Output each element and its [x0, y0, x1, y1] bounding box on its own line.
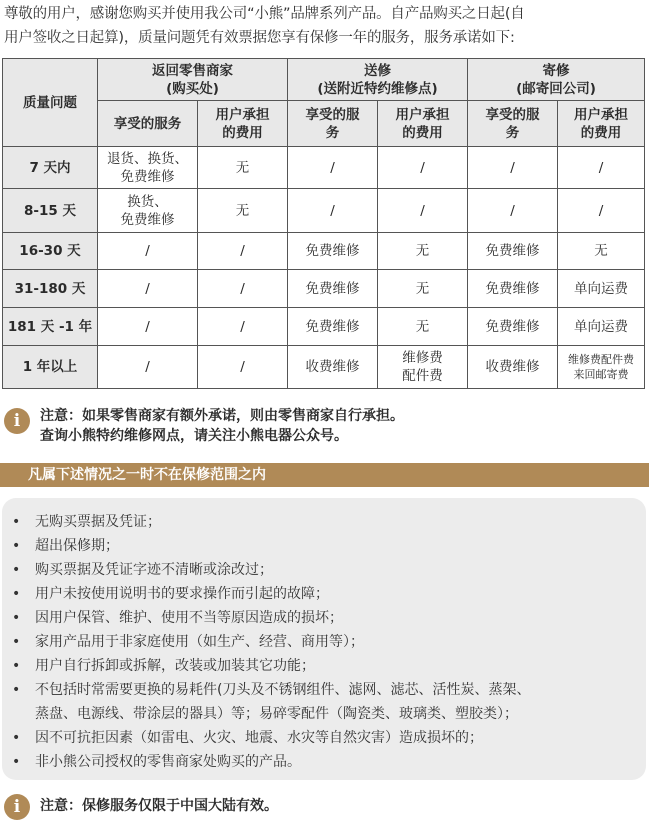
bullet-icon: •	[12, 538, 21, 554]
cell-line-1: 退货、换货、	[107, 150, 188, 167]
bullet-icon: •	[12, 610, 21, 626]
table-cell: 无	[558, 233, 645, 270]
subheader-service-3-line-1: 享受的服	[485, 106, 540, 123]
exclusion-list-box	[2, 498, 646, 780]
list-item-text: 家用产品用于非家庭使用（如生产、经营、商用等）；	[35, 634, 364, 650]
row-label: 181 天 -1 年	[3, 308, 98, 346]
table-cell: /	[98, 233, 198, 270]
table-cell: /	[288, 189, 378, 233]
table-cell: 免费维修	[288, 308, 378, 346]
list-item-text: 因用户保管、维护、使用不当等原因造成的损坏；	[35, 610, 343, 626]
row-label: 31-180 天	[3, 270, 98, 308]
table-cell: 无	[198, 147, 288, 189]
cell-line-2: 配件费	[402, 368, 443, 384]
row-label: 1 年以上	[3, 346, 98, 389]
table-cell: 无	[198, 189, 288, 233]
header-retailer-line-2: (购买处)	[166, 80, 219, 97]
header-retailer	[98, 59, 288, 101]
bullet-icon: •	[12, 730, 21, 746]
table-cell: /	[378, 189, 468, 233]
table-cell	[98, 189, 198, 233]
bullet-icon: •	[12, 586, 21, 602]
table-cell: /	[378, 147, 468, 189]
row-label: 16-30 天	[3, 233, 98, 270]
table-cell: /	[198, 346, 288, 389]
intro-line-2: 用户签收之日起算)，质量问题凭有效票据您享有保修一年的服务，服务承诺如下:	[4, 30, 515, 46]
list-item-text: 无购买票据及凭证；	[35, 514, 161, 530]
table-cell: 无	[378, 233, 468, 270]
list-item-text: 用户自行拆卸或拆解，改装或加装其它功能；	[35, 658, 315, 674]
header-quality: 质量问题	[3, 59, 98, 147]
region-note	[2, 792, 642, 820]
note-text	[40, 406, 404, 446]
header-mail-line-2: (邮寄回公司)	[516, 80, 596, 97]
row-label: 7 天内	[3, 147, 98, 189]
table-cell: 免费维修	[288, 270, 378, 308]
table-cell	[378, 346, 468, 389]
table-cell: /	[98, 346, 198, 389]
table-cell: /	[468, 189, 558, 233]
table-cell	[558, 346, 645, 389]
info-icon: i	[4, 408, 30, 434]
cell-line-1: 换货、	[127, 193, 168, 210]
header-retailer-line-1: 返回零售商家	[152, 62, 233, 79]
table-cell: /	[198, 233, 288, 270]
table-row	[3, 270, 645, 308]
table-row	[3, 233, 645, 270]
list-item	[2, 726, 646, 750]
table-cell: 免费维修	[288, 233, 378, 270]
list-item	[2, 510, 646, 534]
subheader-cost-3	[558, 101, 645, 147]
table-cell: 收费维修	[468, 346, 558, 389]
header-service-point-line-1: 送修	[364, 62, 391, 79]
cell-line-2: 来回邮寄费	[573, 368, 629, 381]
table-cell: 单向运费	[558, 270, 645, 308]
subheader-cost-2-line-2: 的费用	[402, 124, 443, 141]
section-title: 凡属下述情况之一时不在保修范围之内	[28, 467, 266, 483]
list-item-text: 非小熊公司授权的零售商家处购买的产品。	[35, 754, 301, 770]
table-cell: 收费维修	[288, 346, 378, 389]
table-row	[3, 346, 645, 389]
table-row	[3, 147, 645, 189]
info-icon: i	[4, 794, 30, 820]
table-cell: /	[98, 270, 198, 308]
note-line-1: 注意：如果零售商家有额外承诺，则由零售商家自行承担。	[40, 408, 404, 424]
table-cell: 单向运费	[558, 308, 645, 346]
subheader-cost-2-line-1: 用户承担	[395, 106, 450, 123]
list-item-text: 用户未按使用说明书的要求操作而引起的故障；	[35, 586, 329, 602]
retailer-note	[2, 406, 642, 450]
subheader-cost-2	[378, 101, 468, 147]
table-cell: 免费维修	[468, 308, 558, 346]
subheader-service-1-text: 享受的服务	[113, 115, 182, 132]
list-item-continuation	[2, 702, 646, 726]
exclusion-section-header	[0, 463, 649, 487]
table-row	[3, 308, 645, 346]
subheader-cost-1	[198, 101, 288, 147]
bullet-icon: •	[12, 514, 21, 530]
header-service-point	[288, 59, 468, 101]
list-item-text: 蒸盘、电源线、带涂层的器具）等；易碎零配件（陶瓷类、玻璃类、塑胶类）；	[35, 706, 518, 722]
table-cell: 无	[378, 270, 468, 308]
list-item	[2, 630, 646, 654]
intro-line-1: 尊敬的用户，感谢您购买并使用我公司“小熊”品牌系列产品。自产品购买之日起(自	[4, 6, 525, 22]
subheader-service-3-line-2: 务	[505, 124, 520, 141]
subheader-service-1	[98, 101, 198, 147]
list-item	[2, 606, 646, 630]
table-header-row	[3, 59, 645, 101]
cell-line-2: 免费维修	[120, 168, 175, 185]
header-mail	[468, 59, 645, 101]
bullet-icon: •	[12, 754, 21, 770]
table-cell: 无	[378, 308, 468, 346]
table-cell: /	[468, 147, 558, 189]
note-line-2: 查询小熊特约维修网点，请关注小熊电器公众号。	[40, 428, 348, 444]
table-subheader-row	[3, 101, 645, 147]
note-text: 注意：保修服务仅限于中国大陆有效。	[40, 798, 278, 814]
list-item-text: 因不可抗拒因素（如雷电、火灾、地震、水灾等自然灾害）造成损坏的；	[35, 730, 483, 746]
table-cell: /	[558, 147, 645, 189]
subheader-service-2-line-1: 享受的服	[305, 106, 360, 123]
list-item	[2, 534, 646, 558]
subheader-cost-3-line-2: 的费用	[580, 124, 622, 141]
intro-text	[4, 2, 644, 50]
subheader-service-3	[468, 101, 558, 147]
table-cell: /	[198, 308, 288, 346]
subheader-service-2-line-2: 务	[325, 124, 340, 141]
list-item-text: 购买票据及凭证字迹不清晰或涂改过；	[35, 562, 273, 578]
table-cell	[98, 147, 198, 189]
list-item	[2, 678, 646, 702]
table-cell: 免费维修	[468, 233, 558, 270]
list-item	[2, 582, 646, 606]
table-cell: /	[558, 189, 645, 233]
list-item	[2, 750, 646, 774]
exclusion-list	[2, 498, 646, 774]
subheader-service-2	[288, 101, 378, 147]
header-mail-line-1: 寄修	[542, 62, 570, 79]
list-item-text: 超出保修期；	[35, 538, 119, 554]
table-cell: 免费维修	[468, 270, 558, 308]
cell-line-1: 维修费	[402, 350, 443, 366]
table-cell: /	[98, 308, 198, 346]
row-label: 8-15 天	[3, 189, 98, 233]
warranty-table	[2, 58, 645, 389]
subheader-cost-3-line-1: 用户承担	[574, 106, 628, 123]
bullet-icon: •	[12, 658, 21, 674]
table-cell: /	[288, 147, 378, 189]
bullet-icon: •	[12, 562, 21, 578]
subheader-cost-1-line-1: 用户承担	[215, 106, 270, 123]
list-item	[2, 654, 646, 678]
cell-line-1: 维修费配件费	[568, 353, 634, 366]
subheader-cost-1-line-2: 的费用	[222, 124, 263, 141]
cell-line-2: 免费维修	[120, 211, 175, 228]
bullet-icon: •	[12, 634, 21, 650]
table-row	[3, 189, 645, 233]
list-item-text: 不包括时常需要更换的易耗件(刀头及不锈钢组件、滤网、滤芯、活性炭、蒸架、	[35, 682, 531, 698]
list-item	[2, 558, 646, 582]
table-cell: /	[198, 270, 288, 308]
header-service-point-line-2: (送附近特约维修点)	[317, 80, 438, 97]
bullet-icon: •	[12, 682, 21, 698]
